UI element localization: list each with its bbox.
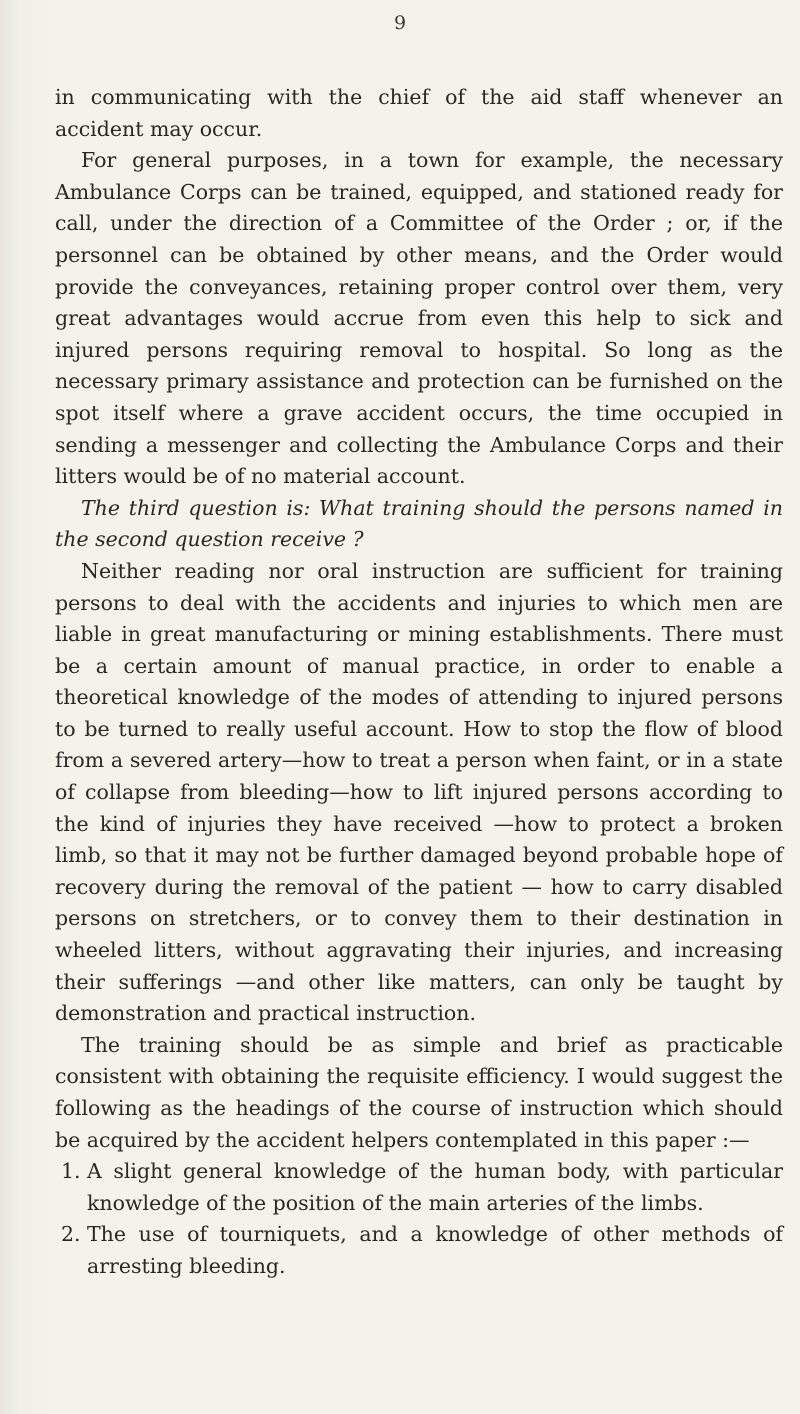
list-item-number: 2.	[61, 1222, 81, 1247]
list-item	[61, 1156, 783, 1219]
paragraph-third-question: The third question is: What training should the persons named in the second question receive ?	[55, 495, 783, 552]
body-text	[55, 82, 783, 1283]
list-item-text: A slight general knowledge of the human body, with particular knowledge of the position of the main arteries of the limbs.	[87, 1159, 783, 1215]
paragraph-continuation: in communicating with the chief of the aid staff whenever an accident may occur.	[55, 85, 783, 141]
paragraph-ambulance-corps: For general purposes, in a town for example, the necessary Ambulance Corps can be trained, equipped, and stationed ready for call, under the direction of a Committee of the Order ; or, if the personnel can be obtained by other means, and the Order would provide the conveyances, retaining proper control over them, very great advantages would accrue from even this help to sick and injured persons requiring removal to hospital. So long as the necessary primary assistance and protection can be furnished on the spot itself where a grave accident occurs, the time occupied in sending a messenger and collecting the Ambulance Corps and their litters would be of no material account.	[55, 148, 783, 489]
page-number: 9	[393, 12, 407, 34]
paragraph-training-headings: The training should be as simple and brief as practicable consistent with obtaining the requisite efficiency. I would suggest the following as the headings of the course of instruction which should be acquired by the accident helpers contemplated in this paper :—	[55, 1032, 783, 1152]
instruction-list	[55, 1156, 783, 1282]
list-item-number: 1.	[61, 1159, 81, 1184]
paragraph-training-need: Neither reading nor oral instruction are sufficient for training persons to deal with the accidents and injuries to which men are liable in great manufacturing or mining establishments. There must be a certain amount of manual practice, in order to enable a theoretical knowledge of the modes of attending to injured persons to be turned to really useful account. How to stop the flow of blood from a severed artery—how to treat a person when faint, or in a state of collapse from bleeding—how to lift injured persons according to the kind of injuries they have received —how to protect a broken limb, so that it may not be further damaged beyond probable hope of recovery during the removal of the patient — how to carry disabled persons on stretchers, or to convey them to their destination in wheeled litters, without aggravating their injuries, and increasing their sufferings —and other like matters, can only be taught by demonstration and practical instruction.	[55, 558, 783, 1026]
list-item-text: The use of tourniquets, and a knowledge of other methods of arresting bleeding.	[87, 1222, 783, 1278]
list-item	[61, 1219, 783, 1282]
